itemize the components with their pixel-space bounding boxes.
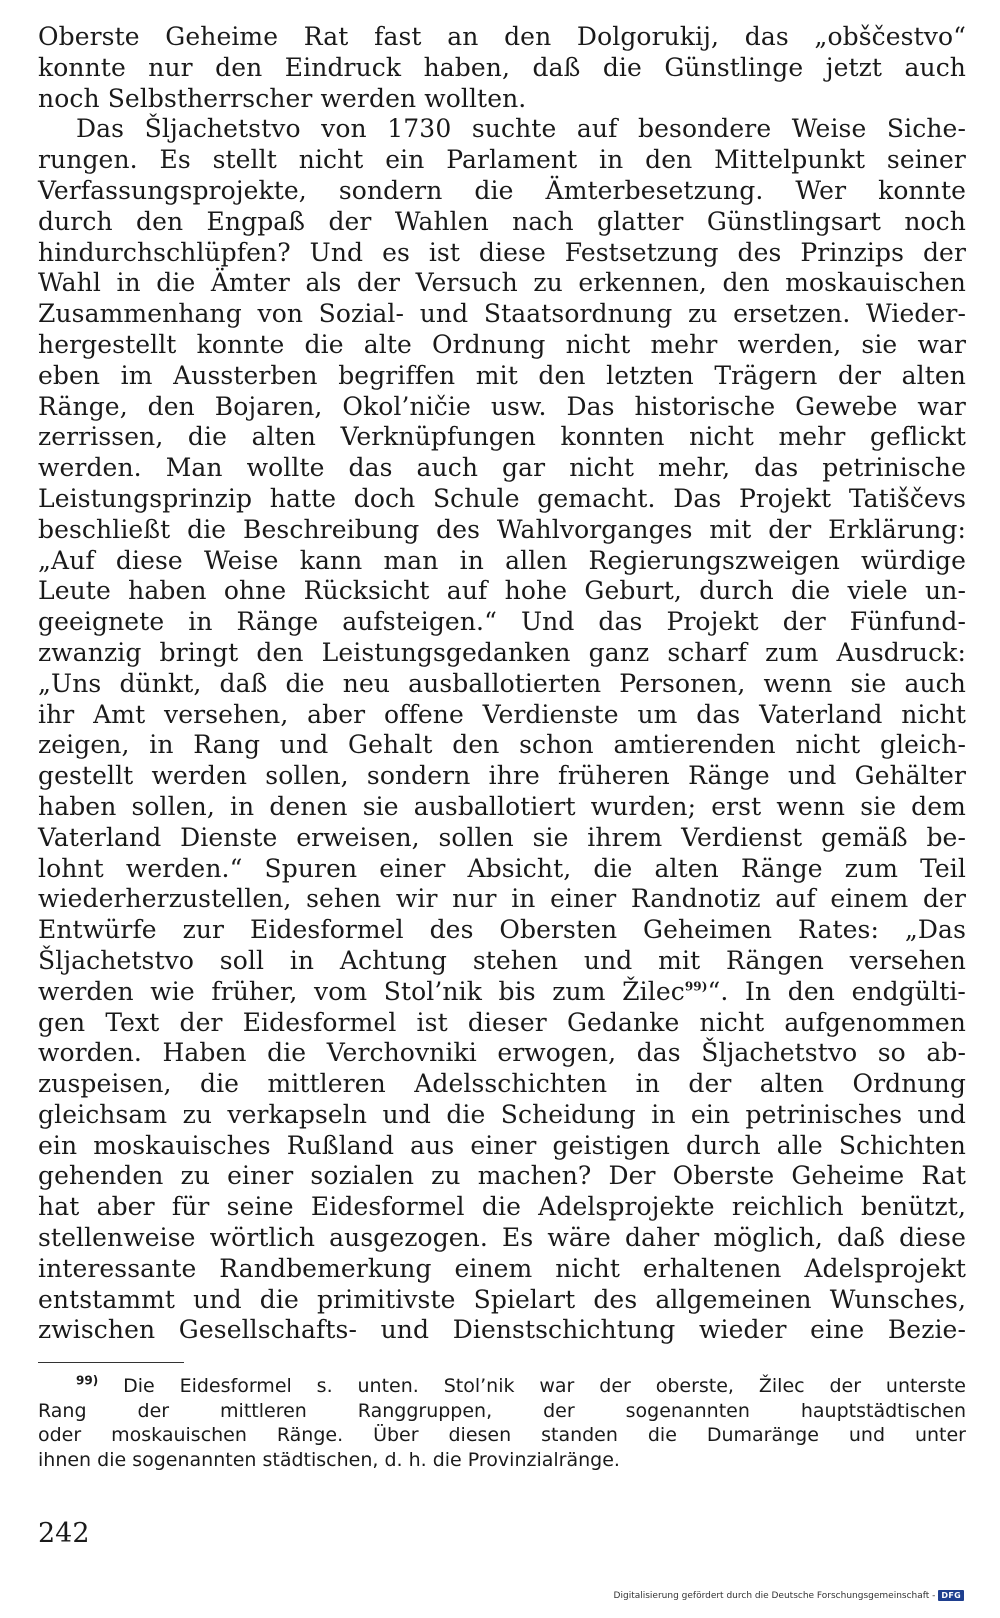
text-line: rungen. Es stellt nicht ein Parlament in den Mittelpunkt seiner (38, 145, 966, 175)
text-line: haben sollen, in denen sie ausballotiert wurden; erst wenn sie dem (38, 791, 966, 821)
footnote-line: Rang der mittleren Ranggruppen, der sogenannten hauptstädtischen (38, 1399, 966, 1422)
text-line: gehenden zu einer sozialen zu machen? Der Oberste Geheime Rat (38, 1161, 966, 1191)
text-line: „Uns dünkt, daß die neu ausballotierten Personen, wenn sie auch (38, 668, 966, 698)
text-line: zerrissen, die alten Verknüpfungen konnten nicht mehr geflickt (38, 422, 966, 452)
text-line: ein moskauisches Rußland aus einer geistigen durch alle Schichten (38, 1130, 966, 1160)
text-line: wiederherzustellen, sehen wir nur in einer Randnotiz auf einem der (38, 884, 966, 914)
text-line: beschließt die Beschreibung des Wahlvorganges mit der Erklärung: (38, 514, 966, 544)
credit-text: Digitalisierung gefördert durch die Deutsche Forschungsgemeinschaft - (613, 1590, 936, 1601)
dfg-logo: DFG (938, 1590, 964, 1601)
footnote-line (38, 1374, 966, 1399)
text-line: gen Text der Eidesformel ist dieser Gedanke nicht aufgenommen (38, 1007, 966, 1037)
text-line: worden. Haben die Verchovniki erwogen, das Šljachetstvo so ab- (38, 1038, 966, 1068)
text-line: zuspeisen, die mittleren Adelsschichten in der alten Ordnung (38, 1069, 966, 1099)
footnote-text: Die Eidesformel s. unten. Stol’nik war der oberste, Žilec der unterste (123, 1375, 966, 1397)
footnote-line: ihnen die sogenannten städtischen, d. h. die Provinzialränge. (38, 1448, 620, 1471)
footnote-marker: 99) (76, 1373, 99, 1388)
text-line: lohnt werden.“ Spuren einer Absicht, die alten Ränge zum Teil (38, 853, 966, 883)
text-line: interessante Randbemerkung einem nicht erhaltenen Adelsprojekt (38, 1253, 966, 1283)
main-text-column (38, 22, 966, 1346)
text-line: Zusammenhang von Sozial- und Staatsordnung zu ersetzen. Wieder- (38, 299, 966, 329)
text-line: Šljachetstvo soll in Achtung stehen und mit Rängen versehen (38, 945, 966, 975)
text-line: Leute haben ohne Rücksicht auf hohe Geburt, durch die viele un- (38, 576, 966, 606)
text-line: stellenweise wörtlich ausgezogen. Es wäre daher möglich, daß diese (38, 1223, 966, 1253)
text-line: Verfassungsprojekte, sondern die Ämterbesetzung. Wer konnte (38, 175, 966, 205)
text-fragment: “. In den endgülti- (707, 976, 966, 1006)
text-line: „Auf diese Weise kann man in allen Regierungszweigen würdige (38, 545, 966, 575)
page-number: 242 (38, 1518, 90, 1549)
footnote-line: oder moskauischen Ränge. Über diesen standen die Dumaränge und unter (38, 1424, 966, 1446)
text-line: Wahl in die Ämter als der Versuch zu erkennen, den moskauischen (38, 268, 966, 298)
digitization-credit (614, 1590, 964, 1601)
text-line: Vaterland Dienste erweisen, sollen sie ihrem Verdienst gemäß be- (38, 822, 966, 852)
text-line: eben im Aussterben begriffen mit den letzten Trägern der alten (38, 360, 966, 390)
text-line: werden. Man wollte das auch gar nicht mehr, das petrinische (38, 453, 966, 483)
text-line: hat aber für seine Eidesformel die Adelsprojekte reichlich benützt, (38, 1192, 966, 1222)
text-fragment: werden wie früher, vom Stol’nik bis zum Žilec (38, 976, 685, 1006)
text-line: konnte nur den Eindruck haben, daß die Günstlinge jetzt auch (38, 52, 966, 82)
text-line: Entwürfe zur Eidesformel des Obersten Geheimen Rates: „Das (38, 915, 966, 945)
footnote-divider (38, 1362, 184, 1363)
text-line: zwischen Gesellschafts- und Dienstschichtung wieder eine Bezie- (38, 1315, 966, 1345)
footnote-block (38, 1374, 966, 1472)
text-line: zeigen, in Rang und Gehalt den schon amtierenden nicht gleich- (38, 730, 966, 760)
text-line: ihr Amt versehen, aber offene Verdienste um das Vaterland nicht (38, 699, 966, 729)
footnote-reference[interactable]: 99) (684, 979, 708, 994)
text-line: hindurchschlüpfen? Und es ist diese Festsetzung des Prinzips der (38, 237, 966, 267)
text-line: geeignete in Ränge aufsteigen.“ Und das Projekt der Fünfund- (38, 607, 966, 637)
text-line: Das Šljachetstvo von 1730 suchte auf besondere Weise Siche- (76, 114, 966, 144)
text-line: noch Selbstherrscher werden wollten. (38, 83, 527, 113)
text-line: Leistungsprinzip hatte doch Schule gemacht. Das Projekt Tatiščevs (38, 483, 966, 513)
text-line-with-footnote-ref (38, 977, 966, 1008)
text-line: Ränge, den Bojaren, Okol’ničie usw. Das historische Gewebe war (38, 391, 966, 421)
text-line: Oberste Geheime Rat fast an den Dolgorukij, das „obščestvo“ (38, 22, 966, 51)
text-line: zwanzig bringt den Leistungsgedanken ganz scharf zum Ausdruck: (38, 637, 966, 667)
text-line: hergestellt konnte die alte Ordnung nicht mehr werden, sie war (38, 329, 966, 359)
text-line: durch den Engpaß der Wahlen nach glatter Günstlingsart noch (38, 206, 966, 236)
text-line: entstammt und die primitivste Spielart des allgemeinen Wunsches, (38, 1284, 966, 1314)
text-line: gestellt werden sollen, sondern ihre früheren Ränge und Gehälter (38, 761, 966, 791)
text-line: gleichsam zu verkapseln und die Scheidung in ein petrinisches und (38, 1099, 966, 1129)
